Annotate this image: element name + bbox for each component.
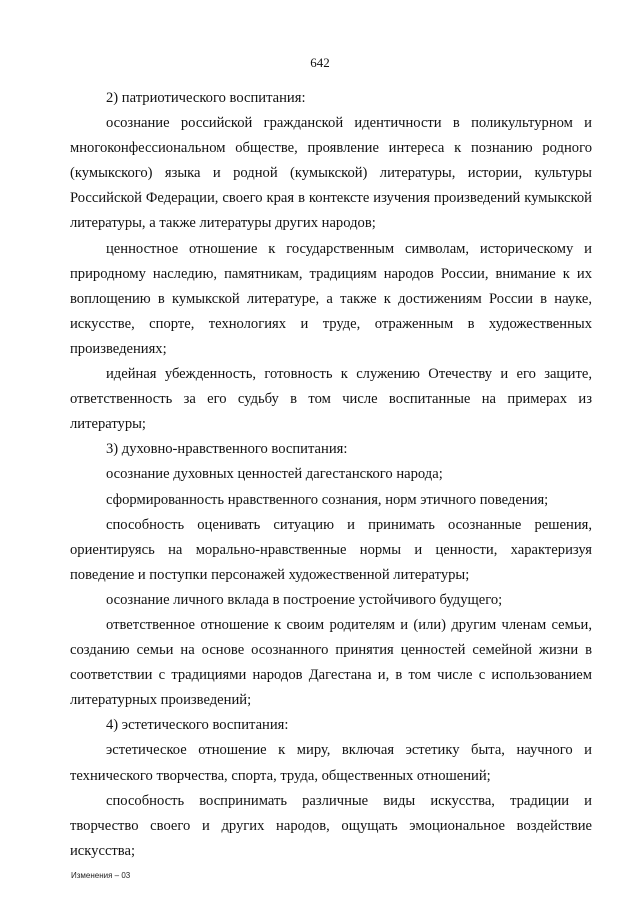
- page-number: 642: [310, 55, 330, 70]
- document-body: [70, 86, 592, 864]
- paragraph: осознание духовных ценностей дагестанского народа;: [106, 466, 443, 483]
- section-heading-spiritual-moral: 3) духовно-нравственного воспитания:: [106, 441, 348, 458]
- paragraph: эстетическое отношение к миру, включая эстетику быта, научного и технического творчества, спорта, труда, общественных отношений;: [70, 742, 592, 784]
- revision-footer: Изменения – 03: [71, 871, 131, 880]
- paragraph: способность воспринимать различные виды искусства, традиции и творчество своего и других народов, ощущать эмоциональное воздействие искусства;: [70, 792, 592, 859]
- paragraph: осознание российской гражданской идентичности в поликультурном и многоконфессиональном обществе, проявление интереса к познанию родного (кумыкского) языка и родной (кумыкской) литературы, истории, культуры Российской Федерации, своего края в контексте изучения произведений кумыкской литературы, а также литературы других народов;: [70, 115, 592, 232]
- section-heading-patriotic: 2) патриотического воспитания:: [106, 90, 306, 106]
- paragraph: сформированность нравственного сознания, норм этичного поведения;: [106, 491, 549, 508]
- paragraph: ценностное отношение к государственным символам, историческому и природному наследию, памятникам, традициям народов России, внимание к их воплощению в кумыкской литературе, а также к достижениям России в науке, искусстве, спорте, технологиях и труде, отраженным в художественных произведениях;: [70, 240, 592, 357]
- paragraph: осознание личного вклада в построение устойчивого будущего;: [106, 591, 503, 608]
- paragraph: идейная убежденность, готовность к служению Отечеству и его защите, ответственность за его судьбу в том числе воспитанные на примерах из литературы;: [70, 366, 592, 433]
- section-heading-aesthetic: 4) эстетического воспитания:: [106, 717, 289, 734]
- paragraph: способность оценивать ситуацию и принимать осознанные решения, ориентируясь на морально-нравственные нормы и ценности, характеризуя поведение и поступки персонажей художественной литературы;: [70, 516, 592, 583]
- paragraph: ответственное отношение к своим родителям и (или) другим членам семьи, созданию семьи на основе осознанного принятия ценностей семейной жизни в соответствии с традициями народов Дагестана и, в том числе с использованием литературных произведений;: [70, 616, 592, 709]
